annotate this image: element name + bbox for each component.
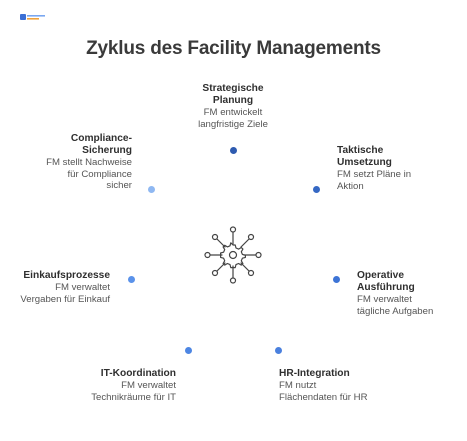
node-hr-integration: [279, 368, 399, 403]
node-description: FM stellt Nachweise für Compliance sicher: [46, 157, 132, 191]
node-dot-tactical: [313, 186, 320, 193]
node-title: Compliance- Sicherung: [70, 133, 132, 156]
node-dot-operative: [333, 276, 340, 283]
node-dot-purchasing: [128, 276, 135, 283]
node-title: Operative Ausführung: [357, 270, 415, 293]
node-description: FM setzt Pläne in Aktion: [337, 169, 412, 192]
node-title: HR-Integration: [279, 368, 350, 379]
node-dot-strategic: [230, 147, 237, 154]
node-dot-it: [185, 347, 192, 354]
node-dot-hr: [275, 347, 282, 354]
node-title: Strategische Planung: [202, 83, 264, 106]
node-dot-compliance: [148, 186, 155, 193]
node-description: FM verwaltet Vergaben für Einkauf: [20, 282, 110, 305]
node-compliance-assurance: [20, 133, 132, 192]
node-title: Einkaufsprozesse: [23, 270, 110, 281]
node-strategic-planning: [173, 83, 293, 130]
node-description: FM verwaltet Technikräume für IT: [91, 380, 176, 403]
node-title: Taktische Umsetzung: [337, 145, 392, 168]
logo-icon: [20, 12, 46, 22]
node-operative-execution: [357, 270, 462, 317]
node-purchasing-processes: [10, 270, 110, 305]
node-description: FM entwickelt langfristige Ziele: [198, 107, 268, 130]
node-description: FM nutzt Flächendaten für HR: [279, 380, 368, 403]
network-gear-icon: [201, 223, 265, 287]
node-tactical-implementation: [337, 145, 447, 192]
node-description: FM verwaltet tägliche Aufgaben: [357, 294, 434, 317]
diagram-title: Zyklus des Facility Managements: [86, 38, 381, 59]
node-it-coordination: [66, 368, 176, 403]
node-title: IT-Koordination: [100, 368, 176, 379]
